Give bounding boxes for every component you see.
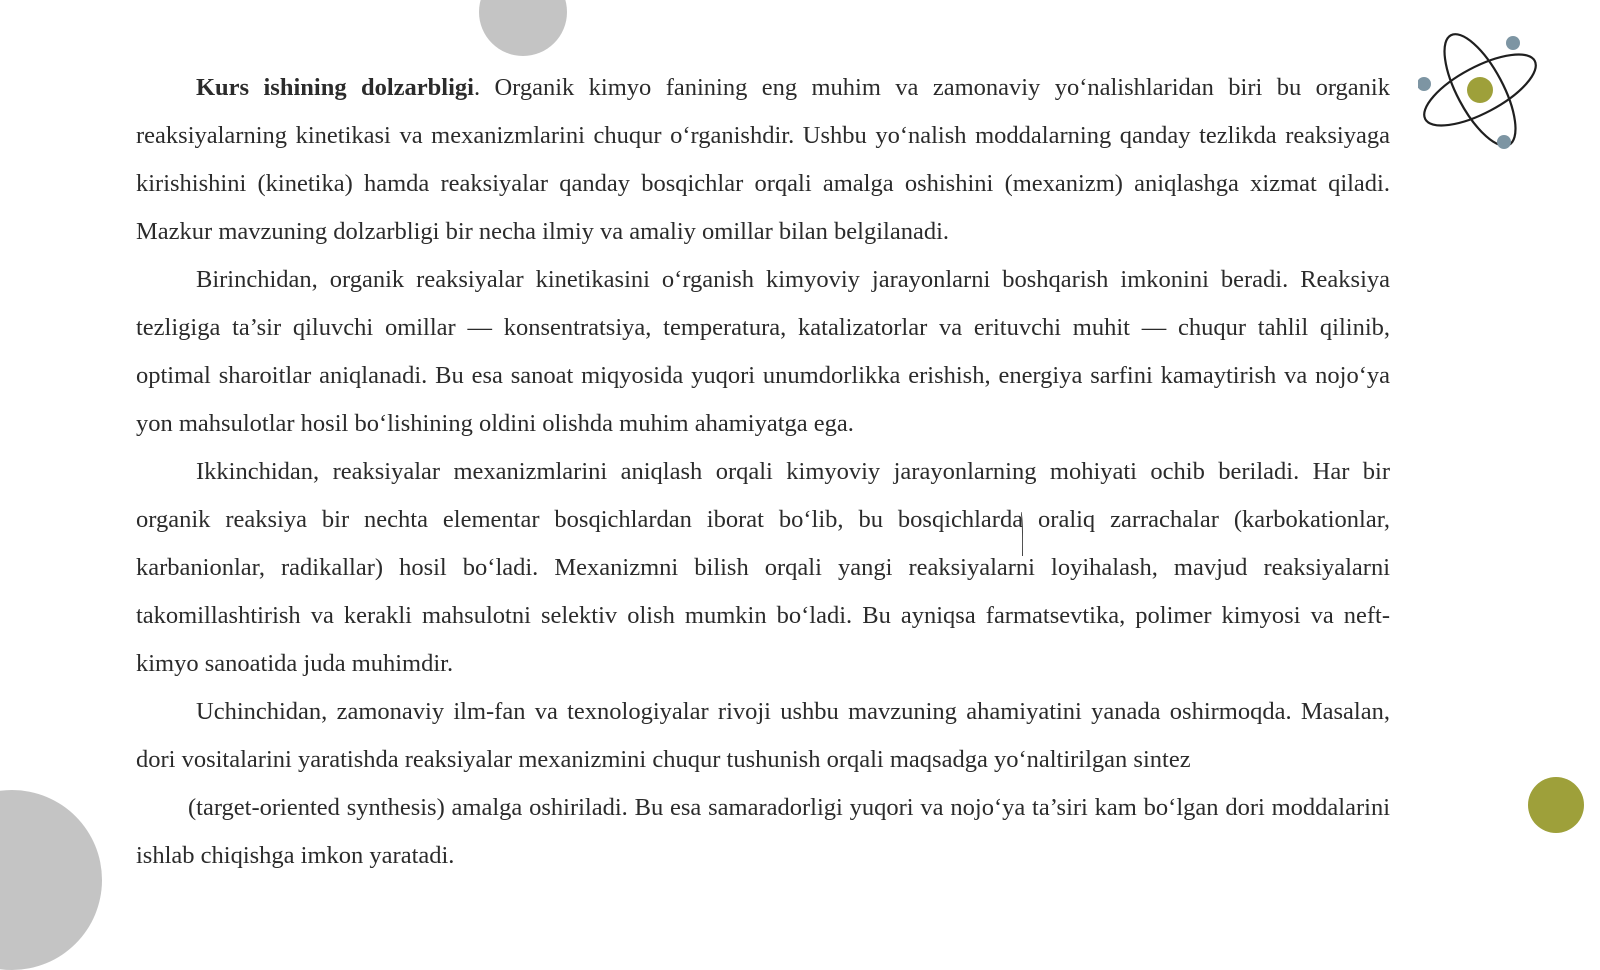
atom-icon — [1418, 28, 1552, 162]
paragraph-5: (target-oriented synthesis) amalga oshiriladi. Bu esa samaradorligi yuqori va nojo‘ya ta’siri kam bo‘lgan dori moddalarini ishlab chiqishga imkon yaratadi. — [136, 794, 1390, 869]
intro-text: . Organik kimyo fanining eng muhim va zamonaviy yo‘nalishlaridan biri bu organik reaksiyalarning kinetikasi va mexanizmlarini chuqur o‘rganishdir. Ushbu yo‘nalish moddalarning qanday tezlikda reaksiyaga kirishishini (kinetika) hamda reaksiyalar qanday bosqichlar orqali amalga oshishini (mexanizm) aniqlashga xizmat qiladi. Mazkur mavzuning dolzarbligi bir necha ilmiy va amaliy omillar bilan belgilanadi. — [136, 74, 1390, 245]
decorative-circle-green — [1528, 777, 1584, 833]
paragraph-2: Birinchidan, organik reaksiyalar kinetikasini o‘rganish kimyoviy jarayonlarni boshqarish imkonini beradi. Reaksiya tezligiga ta’sir qiluvchi omillar — konsentratsiya, temperatura, katalizatorlar va erituvchi muhit — chuqur tahlil qilinib, optimal sharoitlar aniqlanadi. Bu esa sanoat miqyosida yuqori unumdorlikka erishish, energiya sarfini kamaytirish va nojo‘ya yon mahsulotlar hosil bo‘lishining oldini olishda muhim ahamiyatga ega. — [136, 266, 1390, 437]
document-body — [136, 64, 1390, 880]
paragraph-3: Ikkinchidan, reaksiyalar mexanizmlarini aniqlash orqali kimyoviy jarayonlarning mohiyati ochib beriladi. Har bir organik reaksiya bir nechta elementar bosqichlardan iborat bo‘lib, bu bosqichlarda oraliq zarrachalar (karbokationlar, karbanionlar, radikallar) hosil bo‘ladi. Mexanizmni bilish orqali yangi reaksiyalarni loyihalash, mavjud reaksiyalarni takomillashtirish va kerakli mahsulotni selektiv olish mumkin bo‘ladi. Bu ayniqsa farmatsevtika, polimer kimyosi va neft-kimyo sanoatida juda muhimdir. — [136, 458, 1390, 677]
text-cursor-mark — [1021, 512, 1023, 556]
decorative-circle-top — [479, 0, 567, 56]
section-heading: Kurs ishining dolzarbligi — [196, 74, 474, 101]
paragraph-4: Uchinchidan, zamonaviy ilm-fan va texnologiyalar rivoji ushbu mavzuning ahamiyatini yanada oshirmoqda. Masalan, dori vositalarini yaratishda reaksiyalar mexanizmini chuqur tushunish orqali maqsadga yo‘naltirilgan sintez — [136, 698, 1390, 773]
paragraph-intro — [136, 64, 1390, 256]
decorative-circle-bottom — [0, 790, 102, 970]
